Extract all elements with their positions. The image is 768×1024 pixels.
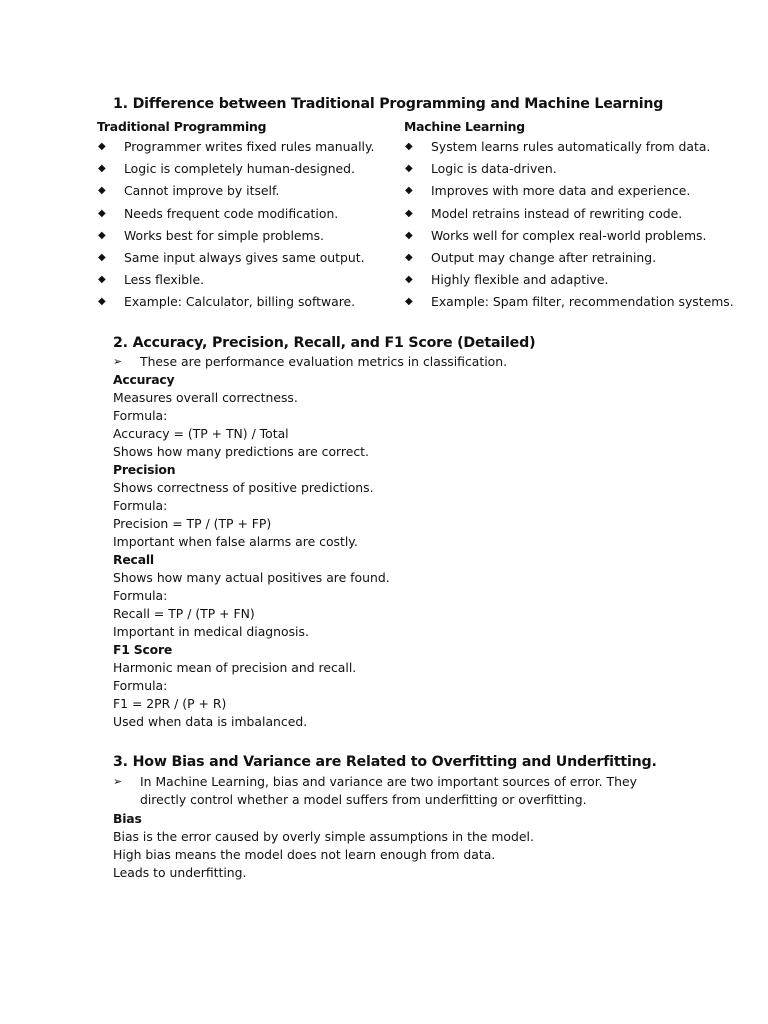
- f1-formula: F1 = 2PR / (P + R): [113, 696, 227, 711]
- precision-heading: Precision: [113, 462, 176, 477]
- list-item-text: Model retrains instead of rewriting code.: [431, 205, 683, 221]
- bias-line-1: Bias is the error caused by overly simple assumptions in the model.: [113, 829, 534, 844]
- bias-heading: Bias: [113, 811, 142, 826]
- section-3-body: [113, 773, 637, 809]
- bullet-diamond-icon: ◆: [98, 141, 106, 152]
- section-3-intro-line-1: [113, 773, 637, 791]
- list-item-text: Works best for simple problems.: [124, 227, 324, 243]
- list-item-text: Cannot improve by itself.: [124, 183, 280, 199]
- recall-formula: Recall = TP / (TP + FN): [113, 606, 255, 621]
- list-item-text: System learns rules automatically from data.: [431, 139, 711, 154]
- bullet-diamond-icon: ◆: [98, 229, 106, 241]
- bullet-diamond-icon: ◆: [98, 274, 106, 286]
- bullet-diamond-icon: ◆: [405, 207, 413, 219]
- list-item-text: Programmer writes fixed rules manually.: [124, 139, 375, 154]
- bullet-diamond-icon: ◆: [98, 251, 106, 263]
- list-item-text: Logic is completely human-designed.: [124, 161, 355, 177]
- bias-line-2: High bias means the model does not learn enough from data.: [113, 847, 496, 862]
- section-2-body: [113, 353, 507, 731]
- section-1-title: 1. Difference between Traditional Programming and Machine Learning: [113, 96, 664, 112]
- f1-note: Used when data is imbalanced.: [113, 714, 308, 729]
- bullet-diamond-icon: ◆: [405, 229, 413, 241]
- list-item-text: Logic is data-driven.: [431, 161, 557, 177]
- list-item-text: Same input always gives same output.: [124, 249, 365, 265]
- list-item-text: Less flexible.: [124, 272, 205, 288]
- intro-text: These are performance evaluation metrics in classification.: [140, 354, 508, 369]
- f1-heading: F1 Score: [113, 642, 173, 657]
- f1-desc: Harmonic mean of precision and recall.: [113, 660, 357, 675]
- bullet-diamond-icon: ◆: [98, 296, 106, 308]
- list-item-text: Output may change after retraining.: [431, 249, 657, 265]
- arrow-bullet-icon: ➢: [113, 355, 123, 368]
- bias-line-3: Leads to underfitting.: [113, 865, 247, 880]
- accuracy-desc: Measures overall correctness.: [113, 390, 298, 405]
- section-3-intro-line-2: directly control whether a model suffers from underfitting or overfitting.: [140, 792, 587, 807]
- section-3-title: 3. How Bias and Variance are Related to Overfitting and Underfitting.: [113, 754, 657, 770]
- bias-text-block: [113, 828, 534, 882]
- list-item-text: Example: Calculator, billing software.: [124, 294, 356, 310]
- list-item-text: Highly flexible and adaptive.: [431, 272, 609, 288]
- recall-formula-label: Formula:: [113, 588, 168, 603]
- arrow-bullet-icon: ➢: [113, 775, 123, 788]
- bullet-diamond-icon: ◆: [405, 163, 413, 175]
- accuracy-note: Shows how many predictions are correct.: [113, 444, 369, 459]
- recall-heading: Recall: [113, 552, 154, 567]
- bullet-diamond-icon: ◆: [98, 207, 106, 219]
- precision-formula: Precision = TP / (TP + FP): [113, 516, 272, 531]
- list-item-text: Works well for complex real-world problems.: [431, 227, 707, 243]
- bullet-diamond-icon: ◆: [98, 185, 106, 197]
- bullet-diamond-icon: ◆: [405, 251, 413, 263]
- recall-note: Important in medical diagnosis.: [113, 624, 309, 639]
- accuracy-heading: Accuracy: [113, 372, 175, 387]
- bullet-diamond-icon: ◆: [98, 163, 106, 175]
- recall-desc: Shows how many actual positives are found.: [113, 570, 390, 585]
- bullet-diamond-icon: ◆: [405, 185, 413, 197]
- bullet-diamond-icon: ◆: [405, 296, 413, 308]
- traditional-programming-heading: Traditional Programming: [97, 119, 267, 134]
- machine-learning-heading: Machine Learning: [404, 119, 525, 134]
- section-2-intro: [113, 353, 507, 371]
- list-item-text: Example: Spam filter, recommendation systems.: [431, 294, 734, 310]
- f1-formula-label: Formula:: [113, 678, 168, 693]
- intro-text: In Machine Learning, bias and variance are two important sources of error. They: [140, 774, 637, 789]
- precision-note: Important when false alarms are costly.: [113, 534, 358, 549]
- list-item-text: Needs frequent code modification.: [124, 205, 339, 221]
- precision-desc: Shows correctness of positive predictions.: [113, 480, 374, 495]
- precision-formula-label: Formula:: [113, 498, 168, 513]
- list-item-text: Improves with more data and experience.: [431, 183, 691, 199]
- accuracy-formula: Accuracy = (TP + TN) / Total: [113, 426, 289, 441]
- bullet-diamond-icon: ◆: [405, 141, 413, 152]
- section-2-title: 2. Accuracy, Precision, Recall, and F1 Score (Detailed): [113, 335, 536, 351]
- bullet-diamond-icon: ◆: [405, 274, 413, 286]
- accuracy-formula-label: Formula:: [113, 408, 168, 423]
- bias-block: [113, 810, 142, 828]
